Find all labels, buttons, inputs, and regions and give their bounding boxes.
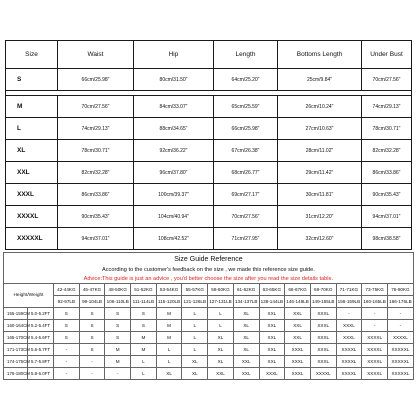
recommended-size-cell: S [105,320,131,332]
cell-hip: 80cm/31.50" [134,69,214,91]
weight-kg-header: 63-65KG [259,284,285,296]
recommended-size-cell: S [79,344,105,356]
cell-waist: 78cm/30.71" [58,140,134,162]
recommended-size-cell: L [182,320,208,332]
size-row [6,69,412,91]
recommended-size-cell: XXXL [285,356,311,368]
guide-title: Size Guide Reference [4,253,414,266]
weight-lb-header: 121-126LB [182,296,208,308]
cell-under-bust: 94cm/37.01" [362,206,412,228]
cell-length: 69cm/27.17" [214,184,278,206]
recommended-size-cell: M [156,320,182,332]
height-ft: 5.7-5.8FT [28,356,54,368]
cell-size: XXXXL [6,206,58,228]
recommended-size-cell: XL [233,332,259,344]
guide-height-row [4,332,414,344]
weight-kg-header: 55-57KG [182,284,208,296]
recommended-size-cell: XXL [285,308,311,320]
cell-length: 66cm/25.98" [214,118,278,140]
recommended-size-cell: S [54,332,80,344]
cell-size: M [6,96,58,118]
cell-size: XXL [6,162,58,184]
height-ft: 5.4-5.6FT [28,332,54,344]
recommended-size-cell: XXXXXL [387,368,413,380]
recommended-size-cell: - [105,368,131,380]
recommended-size-cell: - [387,308,413,320]
recommended-size-cell: XL [208,332,234,344]
height-cm: 174-175CM [4,356,28,368]
recommended-size-cell: XL [233,320,259,332]
recommended-size-cell: XL [182,356,208,368]
weight-kg-header: 48-50KG [105,284,131,296]
weight-kg-header: 45-47KG [79,284,105,296]
recommended-size-cell: - [54,344,80,356]
recommended-size-cell: XXXXL [362,356,388,368]
recommended-size-cell: S [79,332,105,344]
cell-size: L [6,118,58,140]
cell-bottoms-length: 31cm/12.20" [278,206,362,228]
guide-height-row [4,356,414,368]
height-cm: 176-180CM [4,368,28,380]
recommended-size-cell: - [362,320,388,332]
size-row [6,228,412,250]
recommended-size-cell: M [131,332,157,344]
height-ft: 5.6-5.7FT [28,344,54,356]
recommended-size-cell: XXXL [336,320,362,332]
height-cm: 160-164CM [4,320,28,332]
cell-hip: 88cm/34.65" [134,118,214,140]
recommended-size-cell: XXL [285,332,311,344]
weight-kg-header: 71-71KG [336,284,362,296]
recommended-size-cell: XXXXL [310,368,336,380]
recommended-size-cell: XXXXL [387,332,413,344]
cell-under-bust: 70cm/27.56" [362,69,412,91]
weight-lb-header: 127-131LB [208,296,234,308]
size-row [6,206,412,228]
weight-lb-header: 111-114LB [131,296,157,308]
recommended-size-cell: XXXL [310,356,336,368]
cell-length: 71cm/27.95" [214,228,278,250]
recommended-size-cell: XXL [208,368,234,380]
size-row [6,118,412,140]
weight-kg-header: 53-54KG [156,284,182,296]
recommended-size-cell: XXXXL [362,344,388,356]
height-ft: 5.2-5.4FT [28,320,54,332]
recommended-size-cell: - [54,356,80,368]
size-guide-table [3,252,414,380]
guide-advice: Advice:This guide is just an advice , you'd better choose the size after you read the size details table. [4,274,414,284]
recommended-size-cell: M [156,308,182,320]
cell-waist: 74cm/29.13" [58,118,134,140]
recommended-size-cell: XL [233,344,259,356]
recommended-size-cell: L [156,356,182,368]
recommended-size-cell: S [54,320,80,332]
weight-kg-header: 51-52KG [131,284,157,296]
header-length: Length [214,41,278,69]
recommended-size-cell: S [79,320,105,332]
weight-lb-header: 166-176LB [387,296,413,308]
recommended-size-cell: XXXL [285,344,311,356]
cell-under-bust: 74cm/29.13" [362,96,412,118]
weight-lb-header: 138-144LB [259,296,285,308]
cell-bottoms-length: 25cm/9.84" [278,69,362,91]
recommended-size-cell: XXL [259,332,285,344]
height-cm: 155-159CM [4,308,28,320]
weight-lb-header: 92-97LB [54,296,80,308]
recommended-size-cell: XXXL [310,320,336,332]
recommended-size-cell: XL [182,368,208,380]
recommended-size-cell: XXL [259,308,285,320]
recommended-size-cell: S [131,308,157,320]
cell-waist: 66cm/25.98" [58,69,134,91]
cell-bottoms-length: 29cm/11.42" [278,162,362,184]
cell-length: 68cm/26.77" [214,162,278,184]
recommended-size-cell: S [54,308,80,320]
recommended-size-cell: XXXXXL [387,344,413,356]
guide-weight-kg-row [4,284,414,296]
weight-lb-header: 160-165LB [362,296,388,308]
recommended-size-cell: XXXXL [362,368,388,380]
recommended-size-cell: XXL [233,356,259,368]
cell-hip: 104cm/40.94" [134,206,214,228]
cell-length: 65cm/25.59" [214,96,278,118]
weight-kg-header: 58-60KG [208,284,234,296]
cell-size: S [6,69,58,91]
recommended-size-cell: XXL [259,320,285,332]
weight-lb-header: 115-120LB [156,296,182,308]
header-size: Size [6,41,58,69]
recommended-size-cell: - [54,368,80,380]
recommended-size-cell: L [131,356,157,368]
cell-waist: 86cm/33.86" [58,184,134,206]
weight-lb-header: 149-155LB [310,296,336,308]
recommended-size-cell: M [105,356,131,368]
cell-waist: 70cm/27.56" [58,96,134,118]
recommended-size-cell: XXXL [285,368,311,380]
size-table-body [6,69,412,250]
height-cm: 165-170CM [4,332,28,344]
recommended-size-cell: XXXL [336,332,362,344]
height-ft: 5.0-5.2FT [28,308,54,320]
cell-waist: 94cm/37.01" [58,228,134,250]
cell-hip: 84cm/33.07" [134,96,214,118]
height-cm: 171-173CM [4,344,28,356]
size-row [6,184,412,206]
cell-under-bust: 90cm/35.43" [362,184,412,206]
weight-lb-header: 146-148LB [285,296,311,308]
recommended-size-cell: S [105,332,131,344]
recommended-size-cell: L [208,320,234,332]
cell-waist: 82cm/32.28" [58,162,134,184]
recommended-size-cell: M [156,332,182,344]
header-under-bust: Under Bust [362,41,412,69]
cell-hip: 108cm/42.52" [134,228,214,250]
weight-kg-header: 76-80KG [387,284,413,296]
recommended-size-cell: S [131,320,157,332]
cell-bottoms-length: 27cm/10.63" [278,118,362,140]
cell-under-bust: 98cm/38.58" [362,228,412,250]
cell-length: 64cm/25.20" [214,69,278,91]
header-hip: Hip [134,41,214,69]
recommended-size-cell: XXL [259,356,285,368]
weight-lb-header: 99-104LB [79,296,105,308]
guide-height-row [4,344,414,356]
recommended-size-cell: XXXL [310,308,336,320]
size-row [6,140,412,162]
weight-lb-header: 106-110LB [105,296,131,308]
recommended-size-cell: - [336,308,362,320]
guide-height-row [4,320,414,332]
cell-bottoms-length: 28cm/11.02" [278,140,362,162]
recommended-size-cell: XXXXL [336,356,362,368]
weight-kg-header: 73-75KG [362,284,388,296]
cell-bottoms-length: 26cm/10.24" [278,96,362,118]
recommended-size-cell: XXXL [259,368,285,380]
recommended-size-cell: XXXXL [362,332,388,344]
cell-length: 67cm/26.38" [214,140,278,162]
recommended-size-cell: - [79,368,105,380]
cell-under-bust: 86cm/33.86" [362,162,412,184]
recommended-size-cell: XXXXXL [387,356,413,368]
guide-height-row [4,308,414,320]
recommended-size-cell: L [208,308,234,320]
cell-size: XXXL [6,184,58,206]
cell-size: XL [6,140,58,162]
header-waist: Waist [58,41,134,69]
recommended-size-cell: L [156,344,182,356]
cell-length: 70cm/27.56" [214,206,278,228]
recommended-size-cell: XL [208,356,234,368]
guide-height-row [4,368,414,380]
recommended-size-cell: XXL [233,368,259,380]
cell-size: XXXXXL [6,228,58,250]
recommended-size-cell: S [79,308,105,320]
header-bottoms-length: Bottoms Length [278,41,362,69]
weight-kg-header: 66-67KG [285,284,311,296]
weight-kg-header: 68-70KG [310,284,336,296]
cell-under-bust: 78cm/30.71" [362,118,412,140]
recommended-size-cell: XXXXL [336,368,362,380]
recommended-size-cell: M [131,344,157,356]
cell-under-bust: 82cm/32.28" [362,140,412,162]
weight-lb-header: 134-137LB [233,296,259,308]
recommended-size-cell: S [105,308,131,320]
cell-waist: 90cm/35.43" [58,206,134,228]
recommended-size-cell: L [182,332,208,344]
recommended-size-cell: XL [233,308,259,320]
size-row [6,96,412,118]
recommended-size-cell: - [362,308,388,320]
cell-hip: 100cm/39.37" [134,184,214,206]
guide-corner-label: Height/Weight [4,284,54,308]
recommended-size-cell: XXXL [310,344,336,356]
weight-kg-header: 61-62KG [233,284,259,296]
recommended-size-cell: XXXXL [336,344,362,356]
weight-kg-header: 42-44KG [54,284,80,296]
recommended-size-cell: L [182,344,208,356]
size-measurement-table [5,40,412,250]
recommended-size-cell: XXL [285,320,311,332]
guide-note: According to the customer's feedback on the size , we made this reference size guide. [4,265,414,274]
recommended-size-cell: M [105,344,131,356]
recommended-size-cell: XXXL [310,332,336,344]
cell-hip: 92cm/36.22" [134,140,214,162]
recommended-size-cell: L [131,368,157,380]
cell-bottoms-length: 32cm/12.60" [278,228,362,250]
recommended-size-cell: XL [208,344,234,356]
height-ft: 5.8-6.0FT [28,368,54,380]
size-guide-body [4,253,414,380]
guide-weight-lb-row [4,296,414,308]
recommended-size-cell: - [79,356,105,368]
recommended-size-cell: XXL [259,344,285,356]
cell-hip: 96cm/37.80" [134,162,214,184]
weight-lb-header: 156-159LB [336,296,362,308]
recommended-size-cell: XL [156,368,182,380]
size-row [6,162,412,184]
recommended-size-cell: L [182,308,208,320]
recommended-size-cell: - [387,320,413,332]
size-table-header-row [6,41,412,69]
cell-bottoms-length: 30cm/11.81" [278,184,362,206]
